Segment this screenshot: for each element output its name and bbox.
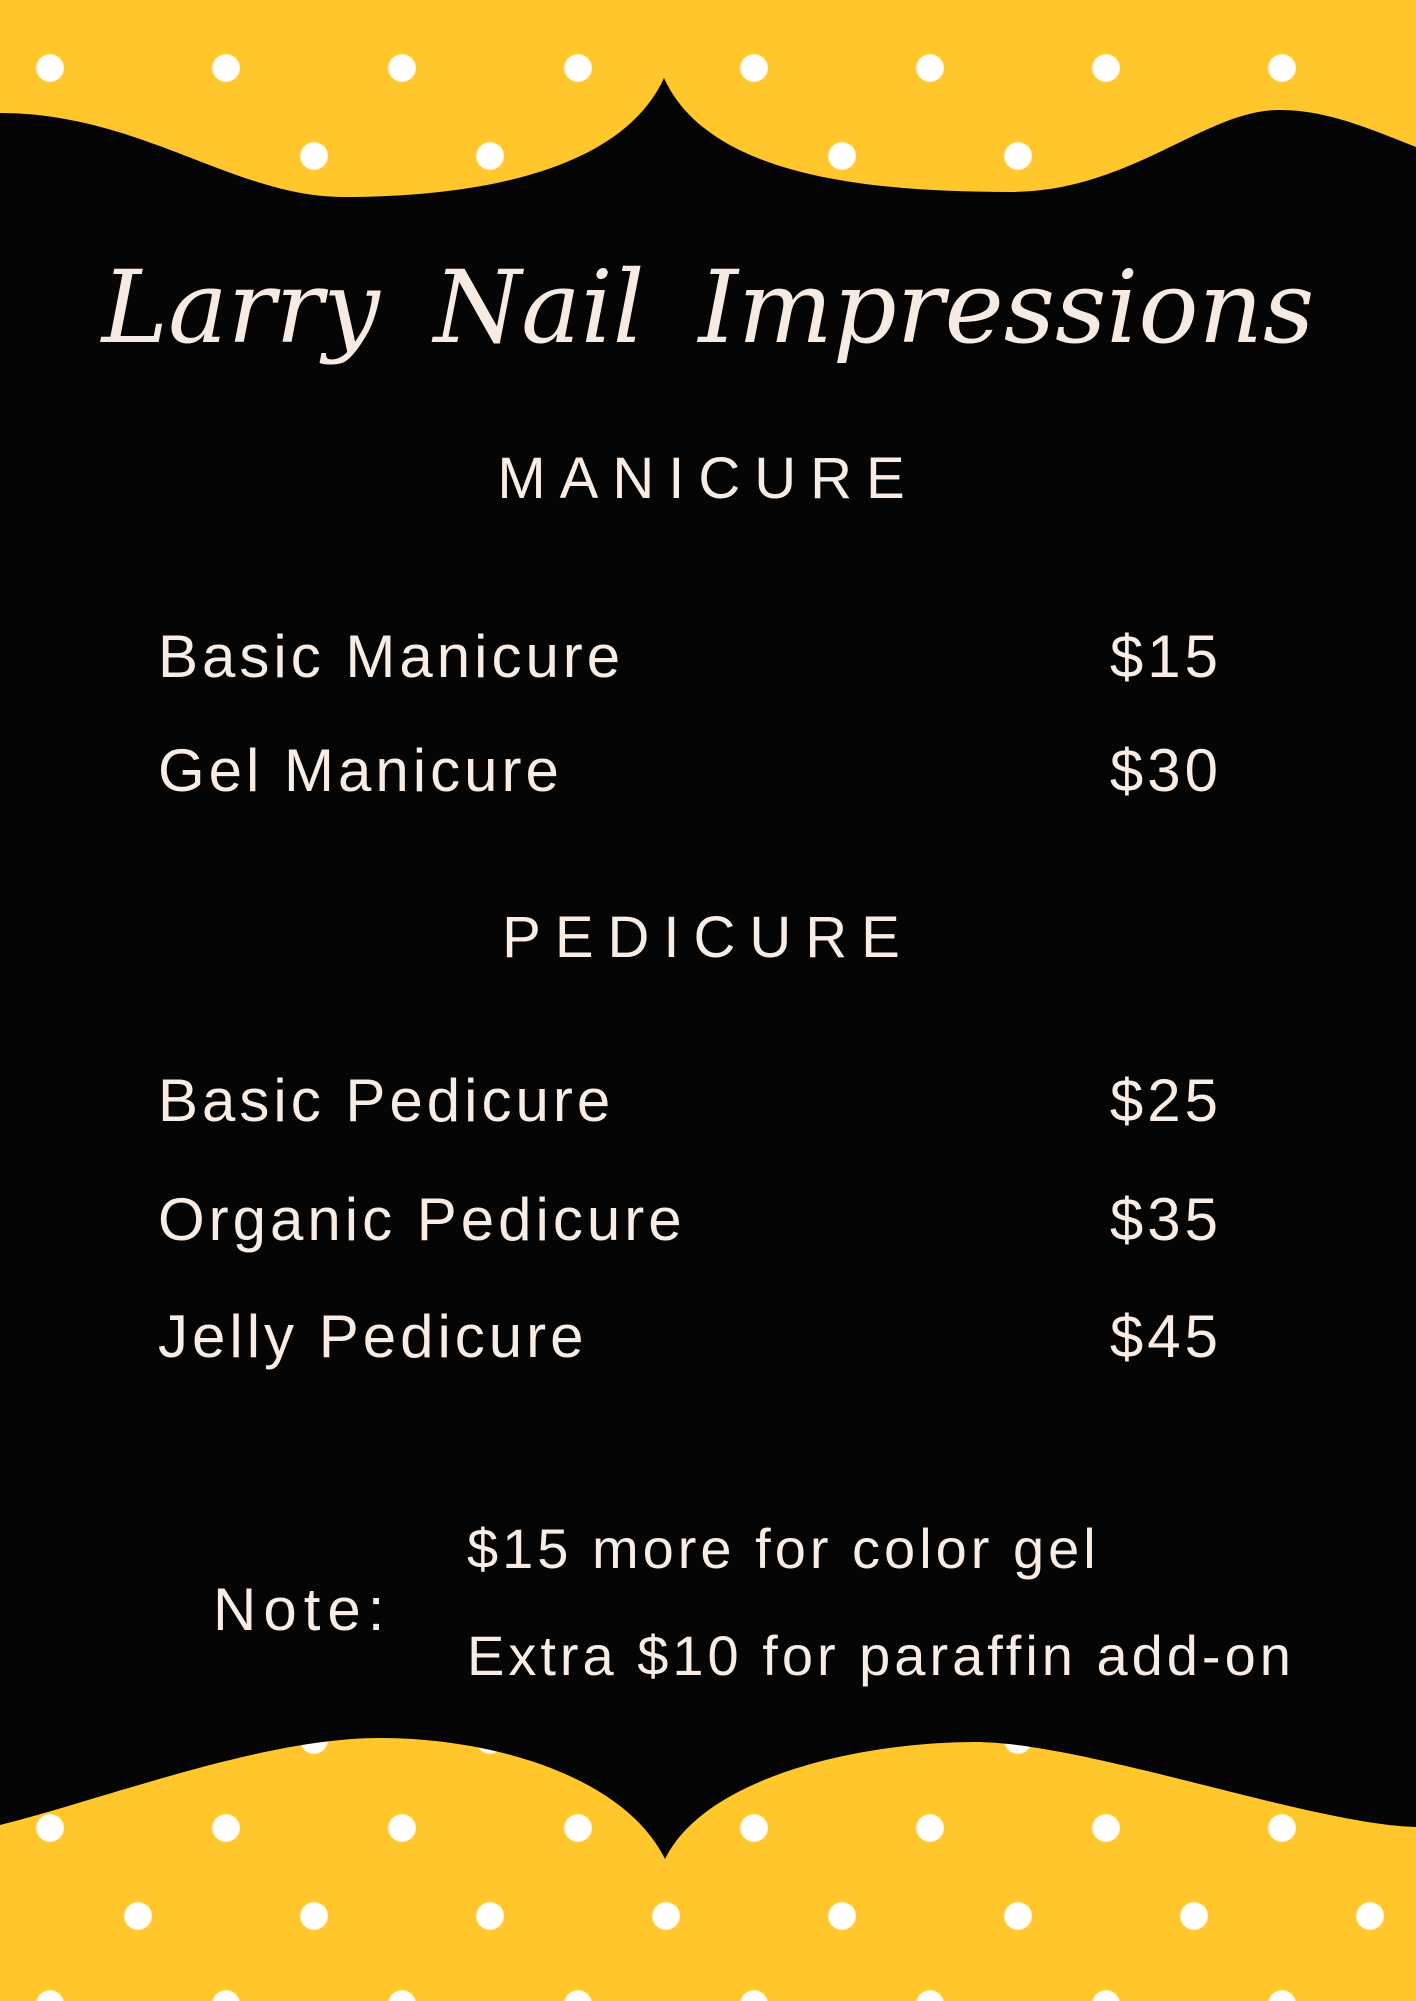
price-row-basic-manicure [158, 624, 1222, 690]
note-text-color-gel: $15 more for color gel [467, 1517, 1100, 1580]
service-label: Gel Manicure [158, 737, 563, 804]
price-row-basic-pedicure [158, 1068, 1222, 1134]
service-label: Organic Pedicure [158, 1186, 686, 1253]
section-heading-manicure: MANICURE [497, 446, 919, 511]
service-price: $35 [1109, 1186, 1222, 1253]
note-text-paraffin: Extra $10 for paraffin add-on [467, 1624, 1295, 1687]
service-price: $45 [1109, 1303, 1222, 1370]
price-row-organic-pedicure [158, 1187, 1222, 1253]
service-label: Basic Pedicure [158, 1067, 615, 1134]
service-price: $15 [1109, 623, 1222, 690]
service-label: Jelly Pedicure [158, 1303, 588, 1370]
note-label: Note: [213, 1576, 392, 1643]
service-price: $25 [1109, 1067, 1222, 1134]
section-heading-pedicure: PEDICURE [502, 905, 914, 970]
service-label: Basic Manicure [158, 623, 625, 690]
price-row-gel-manicure [158, 738, 1222, 804]
salon-title: Larry Nail Impressions [101, 249, 1315, 366]
price-row-jelly-pedicure [158, 1304, 1222, 1370]
service-price: $30 [1109, 737, 1222, 804]
